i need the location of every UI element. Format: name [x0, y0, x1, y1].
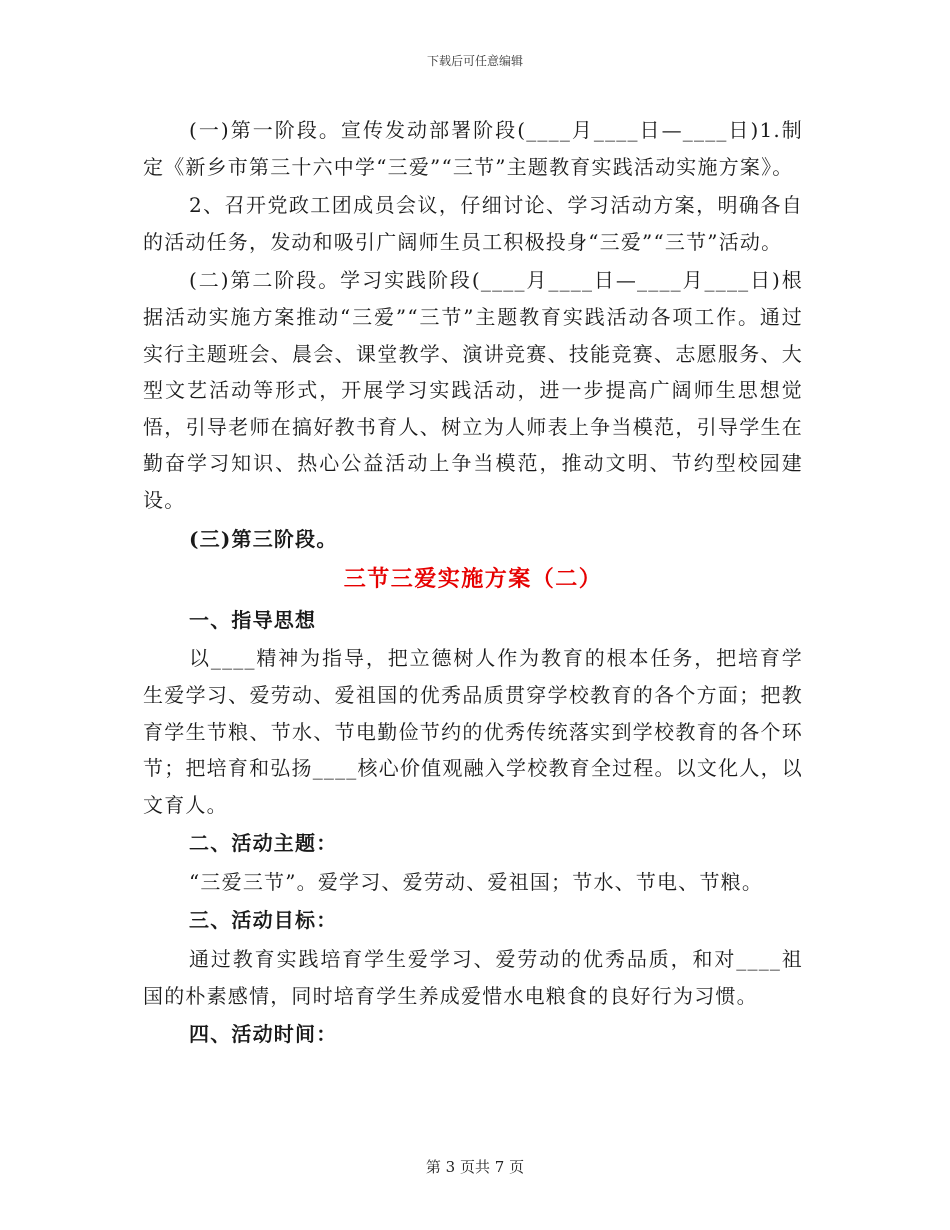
paragraph-stage-two: (二)第二阶段。学习实践阶段(____月____日—____月____日)根据活动实施方案推动“三爱”“三节”主题教育实践活动各项工作。通过实行主题班会、晨会、课堂教学、演讲竞赛、技能竞赛、志愿服务、大型文艺活动等形式，开展学习实践活动，进一步提高广阔师生思想觉悟，引导老师在搞好教书育人、树立为人师表上争当模范，引导学生在勤奋学习知识、热心公益活动上争当模范，推动文明、节约型校园建设。	[143, 268, 803, 512]
page-footer: 第 3 页共 7 页	[425, 1158, 525, 1176]
paragraph-guiding-thought: 以____精神为指导，把立德树人作为教育的根本任务，把培育学生爱学习、爱劳动、爱祖国的优秀品质贯穿学校教育的各个方面；把教育学生节粮、节水、节电勤俭节约的优秀传统落实到学校教育的各个环节；把培育和弘扬____核心价值观融入学校教育全过程。以文化人，以文育人。	[143, 646, 803, 817]
paragraph-activity-theme: “三爱三节”。爱学习、爱劳动、爱祖国；节水、节电、节粮。	[189, 869, 764, 894]
heading-activity-time: 四、活动时间：	[189, 1022, 338, 1047]
section-title: 三节三爱实施方案（二）	[343, 566, 603, 593]
paragraph-meeting: 2、召开党政工团成员会议，仔细讨论、学习活动方案，明确各自的活动任务，发动和吸引广阔师生员工积极投身“三爱”“三节”活动。	[143, 193, 803, 254]
page-header: 下载后可任意编辑	[426, 54, 523, 68]
paragraph-stage-three: (三)第三阶段。	[189, 526, 338, 551]
paragraph-stage-one: (一)第一阶段。宣传发动部署阶段(____月____日—____日)1.制定《新乡市第三十六中学“三爱”“三节”主题教育实践活动实施方案》。	[143, 118, 803, 179]
heading-activity-goal: 三、活动目标：	[189, 908, 338, 933]
paragraph-activity-goal: 通过教育实践培育学生爱学习、爱劳动的优秀品质，和对____祖国的朴素感情，同时培育学生养成爱惜水电粮食的良好行为习惯。	[143, 947, 803, 1008]
heading-activity-theme: 二、活动主题：	[189, 831, 338, 856]
document-body	[143, 112, 803, 1053]
heading-guiding-thought: 一、指导思想	[189, 607, 317, 632]
